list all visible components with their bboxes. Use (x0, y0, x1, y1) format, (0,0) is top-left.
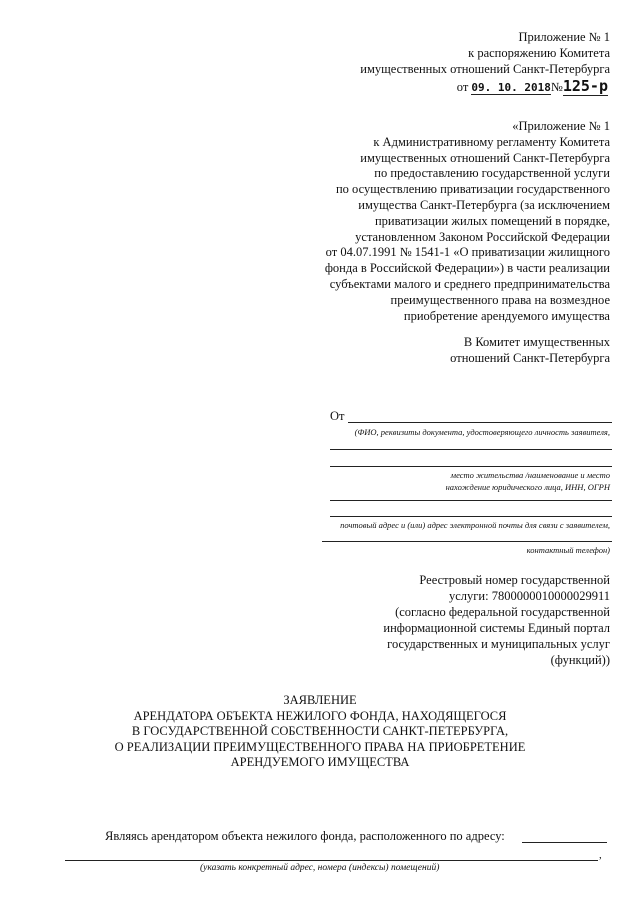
title-line: ЗАЯВЛЕНИЕ (283, 693, 357, 707)
registry-line: (функций)) (550, 653, 610, 667)
residence-caption-1: место жительства /наименование и место (450, 470, 610, 480)
residence-input-line-1[interactable] (330, 449, 612, 450)
addressee-line-2: отношений Санкт-Петербурга (450, 351, 610, 365)
phone-caption: контактный телефон) (526, 545, 610, 555)
regulation-line: фонда в Российской Федерации») в части реализации (324, 261, 610, 276)
addressee-line-1: В Комитет имущественных (463, 335, 610, 349)
appendix-committee-line: имущественных отношений Санкт-Петербурга (360, 62, 610, 76)
from-label: От (330, 409, 345, 423)
object-address-input-line-1[interactable] (522, 842, 607, 843)
regulation-line: установленном Законом Российской Федерации (355, 229, 610, 244)
object-address-input-line-2[interactable] (65, 860, 598, 861)
regulation-line: к Административному регламенту Комитета (373, 134, 610, 149)
title-line: О РЕАЛИЗАЦИИ ПРЕИМУЩЕСТВЕННОГО ПРАВА НА ПРИОБРЕТЕНИЕ (114, 739, 526, 754)
fio-input-line[interactable] (348, 422, 612, 423)
appendix-order-line: к распоряжению Комитета (468, 46, 610, 60)
number-prefix: № (550, 80, 563, 94)
regulation-line: «Приложение № 1 (512, 119, 610, 133)
regulation-line: по осуществлению приватизации государственного (335, 182, 610, 197)
regulation-line: приватизации жилых помещений в порядке, (374, 213, 610, 228)
address-caption: почтовый адрес и (или) адрес электронной почты для связи с заявителем, (340, 520, 610, 530)
regulation-line: по предоставлению государственной услуги (374, 166, 610, 181)
regulation-line: имущественных отношений Санкт-Петербурга (360, 150, 610, 165)
title-line: АРЕНДУЕМОГО ИМУЩЕСТВА (230, 755, 410, 769)
address-input-line-1[interactable] (330, 500, 612, 501)
registry-line: (согласно федеральной государственной (395, 605, 610, 619)
residence-caption-2: нахождение юридического лица, ИНН, ОГРН (445, 482, 610, 492)
number-value: 125-р (562, 77, 608, 95)
regulation-line: имущества Санкт-Петербурга (за исключением (358, 197, 610, 212)
date-value: 09. 10. 2018 (471, 81, 551, 94)
registry-line: услуги: 7800000010000029911 (449, 589, 610, 603)
appendix-title: Приложение № 1 (518, 30, 610, 44)
regulation-block (325, 119, 610, 324)
title-line: АРЕНДАТОРА ОБЪЕКТА НЕЖИЛОГО ФОНДА, НАХОДЯЩЕГОСЯ (133, 708, 507, 723)
address-intro: Являясь арендатором объекта нежилого фонда, расположенного по адресу: (105, 829, 505, 843)
comma-mark: , (599, 849, 602, 861)
regulation-line: преимущественного права на возмездное (390, 292, 610, 307)
phone-input-line[interactable] (322, 541, 612, 542)
address-input-line-2[interactable] (330, 516, 612, 517)
document-title (0, 693, 640, 771)
fio-caption: (ФИО, реквизиты документа, удостоверяющего личность заявителя, (354, 427, 610, 437)
registry-line: государственных и муниципальных услуг (387, 637, 610, 651)
registry-block (383, 572, 610, 668)
regulation-line: приобретение арендуемого имущества (403, 308, 610, 323)
regulation-line: субъектами малого и среднего предпринимательства (329, 276, 610, 291)
registry-line: Реестровый номер государственной (419, 573, 610, 587)
title-line: В ГОСУДАРСТВЕННОЙ СОБСТВЕННОСТИ САНКТ-ПЕТЕРБУРГА, (131, 724, 509, 738)
appendix-date-line (457, 79, 608, 96)
registry-line: информационной системы Единый портал (383, 621, 610, 635)
regulation-line: от 04.07.1991 № 1541-1 «О приватизации жилищного (325, 245, 610, 260)
date-prefix: от (456, 80, 469, 94)
object-address-caption: (указать конкретный адрес, номера (индексы) помещений) (200, 863, 440, 873)
residence-input-line-2[interactable] (330, 466, 612, 467)
